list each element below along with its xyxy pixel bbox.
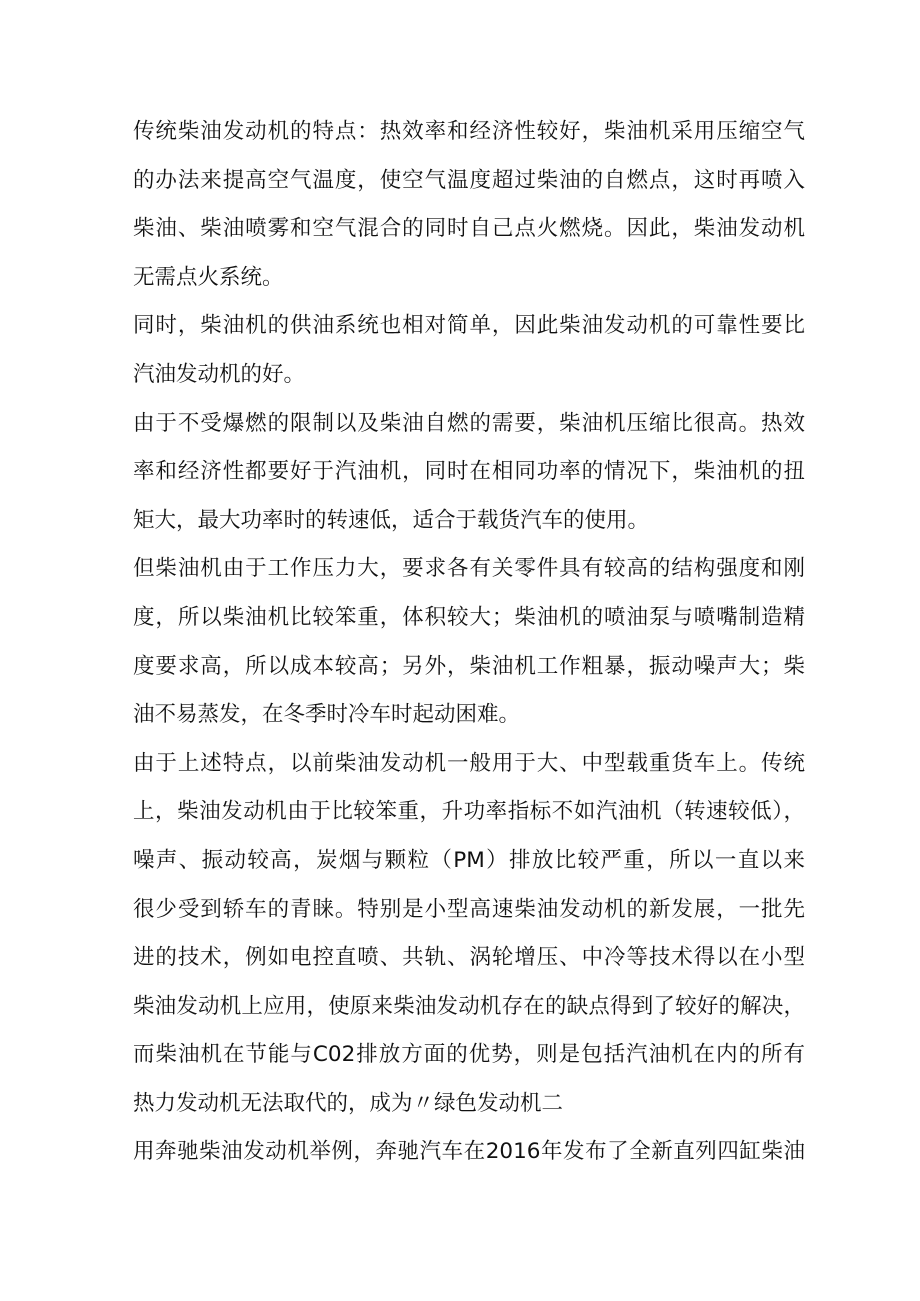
text-line: 而柴油机在节能与C02排放方面的优势，则是包括汽油机在内的所有: [133, 1042, 805, 1068]
text-line: 进的技术，例如电控直喷、共轨、涡轮增压、中冷等技术得以在小型: [133, 945, 805, 971]
paragraph-drawbacks: [133, 545, 805, 739]
text-line: 矩大，最大功率时的转速低，适合于载货汽车的使用。: [133, 507, 650, 533]
text-line: 很少受到轿车的青睐。特别是小型高速柴油发动机的新发展，一批先: [133, 896, 805, 922]
paragraph-development: [133, 740, 805, 1129]
text-line: 度要求高，所以成本较高；另外，柴油机工作粗暴，振动噪声大；柴: [133, 653, 805, 679]
paragraph-fuel-system: [133, 302, 805, 399]
paragraph-benz-example: [133, 1128, 805, 1177]
text-line: 度，所以柴油机比较笨重，体积较大；柴油机的喷油泵与喷嘴制造精: [133, 604, 805, 630]
text-line: 噪声、振动较高，炭烟与颗粒（PM）排放比较严重，所以一直以来: [133, 847, 805, 873]
paragraph-compression-ratio: [133, 400, 805, 546]
text-line: 的办法来提高空气温度，使空气温度超过柴油的自燃点，这时再喷入: [133, 167, 805, 193]
paragraph-diesel-features: [133, 108, 805, 302]
text-line: 用奔驰柴油发动机举例，奔驰汽车在2016年发布了全新直列四缸柴油: [133, 1139, 805, 1165]
text-line: 传统柴油发动机的特点：热效率和经济性较好，柴油机采用压缩空气: [133, 119, 805, 144]
text-line: 无需点火系统。: [133, 264, 284, 290]
text-line: 上，柴油发动机由于比较笨重，升功率指标不如汽油机（转速较低），: [133, 799, 805, 825]
text-line: 油不易蒸发，在冬季时冷车时起动困难。: [133, 702, 521, 728]
text-line: 率和经济性都要好于汽油机，同时在相同功率的情况下，柴油机的扭: [133, 459, 805, 485]
text-line: 由于上述特点，以前柴油发动机一般用于大、中型载重货车上。传统: [133, 750, 805, 776]
text-line: 柴油发动机上应用，使原来柴油发动机存在的缺点得到了较好的解决，: [133, 993, 805, 1019]
text-line: 同时，柴油机的供油系统也相对简单，因此柴油发动机的可靠性要比: [133, 313, 805, 339]
text-line: 但柴油机由于工作压力大，要求各有关零件具有较高的结构强度和刚: [133, 556, 805, 582]
text-line: 汽油发动机的好。: [133, 361, 306, 387]
text-line: 柴油、柴油喷雾和空气混合的同时自己点火燃烧。因此，柴油发动机: [133, 216, 805, 242]
document-body: [133, 108, 805, 1177]
text-line: 热力发动机无法取代的，成为〃绿色发动机二: [133, 1090, 564, 1116]
text-line: 由于不受爆燃的限制以及柴油自燃的需要，柴油机压缩比很高。热效: [133, 410, 805, 436]
